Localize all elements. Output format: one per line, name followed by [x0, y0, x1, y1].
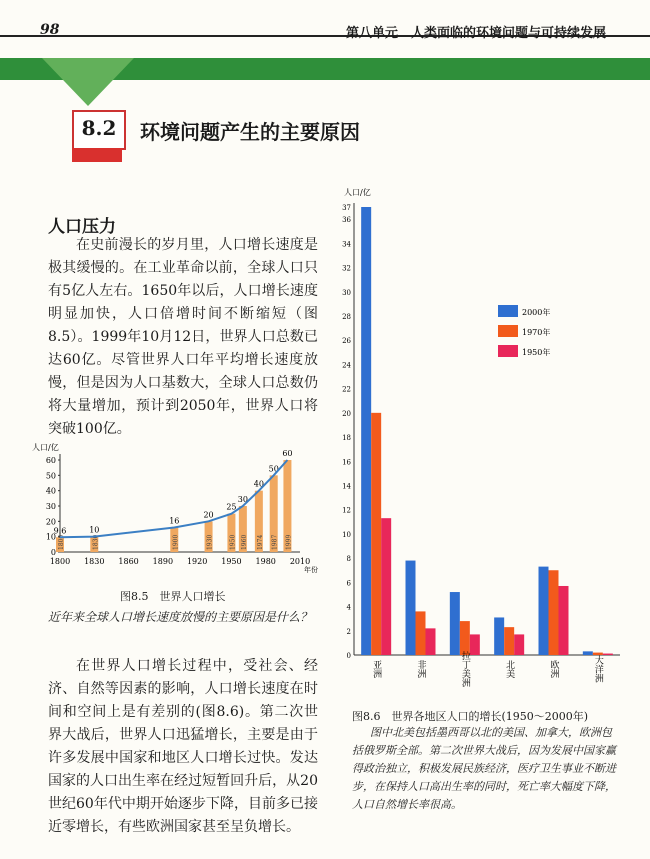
year-label: 1974 [256, 534, 264, 550]
bar-2 [426, 628, 436, 655]
y-tick-label: 30 [45, 502, 56, 511]
bar-0 [583, 651, 593, 655]
bar-1 [416, 611, 426, 655]
section-title: 环境问题产生的主要原因 [140, 120, 360, 144]
y-tick-label: 32 [342, 264, 351, 273]
x-tick-label: 1950 [221, 557, 242, 566]
year-label: 1800 [58, 534, 65, 550]
paragraph-2: 在世界人口增长过程中，受社会、经济、自然等因素的影响，人口增长速度在时间和空间上是有差别的(图8.6)。第二次世界大战后，世界人口迅猛增长，主要是由于许多发展中国家和地区人口增长过快。发达国家的人口出生率在经过短暂回升后，从20世纪60年代中期开始逐步下降，目前多已接近零增长，有些欧洲国家甚至呈负增长。 [48, 658, 318, 835]
fig-8-6-chart [330, 185, 630, 705]
y-tick-label: 37 [342, 204, 351, 212]
subheading: 人口压力 [48, 217, 116, 237]
y-axis-label: 人口/亿 [344, 188, 371, 197]
y-tick-label: 50 [45, 471, 56, 481]
bar-2 [470, 634, 480, 655]
year-label: 1830 [92, 534, 100, 550]
y-tick-label: 10 [342, 530, 351, 539]
bar-2 [603, 654, 613, 655]
value-label: 16 [169, 516, 180, 526]
y-tick-label: 0 [50, 548, 56, 557]
y-tick-label: 2 [346, 627, 351, 636]
x-tick-label: 1890 [152, 557, 174, 566]
value-label: 40 [253, 479, 264, 489]
y-tick-label: 10 [45, 532, 56, 542]
section-number: 8.2 [81, 116, 117, 140]
y-tick-label: 20 [342, 409, 351, 418]
fig-8-6-caption: 图8.6 世界各地区人口的增长(1950～2000年) [352, 710, 589, 723]
y-tick-label: 60 [45, 456, 56, 465]
y-tick-label: 26 [342, 337, 351, 346]
fig-8-6-note: 图中北美包括墨西哥以北的美国、加拿大，欧洲包括俄罗斯全部。第二次世界大战后，因为发展中国家赢得政治独立，积极发展民族经济，医疗卫生事业不断进步，在保持人口高出生率的同时，死亡率大幅度下降，人口自然增长率很高。 [352, 726, 616, 811]
x-tick-label: 2010 [289, 557, 311, 566]
legend-label: 2000年 [522, 308, 551, 317]
legend-swatch [498, 325, 518, 337]
x-tick-label: 1980 [255, 557, 276, 566]
y-tick-label: 34 [342, 240, 351, 249]
value-label: 10 [89, 525, 100, 535]
section-red-bar [72, 148, 122, 162]
y-tick-label: 24 [342, 361, 351, 370]
legend-swatch [498, 305, 518, 317]
x-tick-label: 1860 [118, 557, 139, 566]
category-label: 亚洲 [371, 660, 382, 678]
y-tick-label: 0 [346, 652, 351, 660]
value-label: 9.6 [53, 526, 67, 536]
value-label: 60 [282, 449, 293, 458]
category-label: 欧洲 [548, 660, 559, 678]
category-label: 拉丁美洲 [459, 651, 470, 687]
x-tick-label: 1830 [84, 557, 105, 566]
year-label: 1987 [271, 534, 279, 550]
bar-0 [494, 617, 504, 655]
x-axis-label: 年份 [304, 566, 318, 574]
value-label: 20 [203, 510, 214, 520]
y-axis-label: 人口/亿 [32, 443, 59, 452]
year-label: 1999 [285, 534, 293, 550]
year-label: 1900 [172, 534, 180, 550]
fig-8-5-chart [30, 440, 330, 580]
category-label: 大洋洲 [592, 655, 603, 683]
bar-0 [450, 592, 460, 655]
y-tick-label: 6 [346, 579, 351, 588]
value-label: 50 [268, 464, 279, 474]
y-tick-label: 20 [45, 517, 56, 527]
value-label: 25 [226, 502, 237, 512]
year-label: 1930 [206, 534, 214, 550]
y-tick-label: 22 [342, 385, 351, 394]
bar-0 [361, 207, 371, 655]
fig-8-5-caption: 图8.5 世界人口增长 [120, 590, 226, 603]
running-head: 第八单元 人类面临的环境问题与可持续发展 [345, 26, 606, 41]
y-tick-label: 28 [342, 312, 351, 321]
paragraph-1: 在史前漫长的岁月里，人口增长速度是极其缓慢的。在工业革命以前，全球人口只有5亿人左右。1650年以后，人口增长速度明显加快，人口倍增时间不断缩短（图8.5）。1999年10月12日，世界人口总数已达60亿。尽管世界人口年平均增长速度放慢，但是因为人口基数大，全球人口总数仍将大量增加，预计到2050年，世界人口将突破100亿。 [48, 237, 318, 437]
bar-0 [406, 561, 416, 655]
bar-0 [539, 567, 549, 655]
y-tick-label: 40 [45, 486, 56, 496]
bar-2 [559, 586, 569, 655]
year-label: 1950 [229, 534, 237, 550]
fig-8-5-question: 近年来全球人口增长速度放慢的主要原因是什么？ [48, 610, 313, 624]
bar-1 [549, 570, 559, 655]
section-triangle [42, 58, 134, 106]
y-tick-label: 36 [342, 216, 351, 225]
legend-label: 1970年 [522, 328, 551, 337]
y-tick-label: 4 [346, 603, 351, 612]
legend-swatch [498, 345, 518, 357]
y-tick-label: 12 [342, 506, 351, 515]
value-label: 30 [237, 495, 248, 504]
bar-2 [381, 518, 391, 655]
bar-1 [460, 621, 470, 655]
category-label: 北美 [504, 660, 515, 678]
bar-1 [371, 413, 381, 655]
x-tick-label: 1800 [49, 557, 71, 566]
legend-label: 1950年 [522, 348, 551, 357]
category-label: 非洲 [415, 660, 426, 678]
x-tick-label: 1920 [186, 557, 208, 566]
y-tick-label: 30 [342, 288, 351, 297]
y-tick-label: 16 [342, 458, 351, 467]
y-tick-label: 18 [342, 434, 351, 443]
bar-1 [504, 627, 514, 655]
bar-2 [514, 634, 524, 655]
y-tick-label: 14 [342, 482, 351, 491]
y-tick-label: 8 [346, 555, 351, 564]
year-label: 1960 [240, 534, 248, 550]
page-number: 98 [40, 22, 60, 38]
